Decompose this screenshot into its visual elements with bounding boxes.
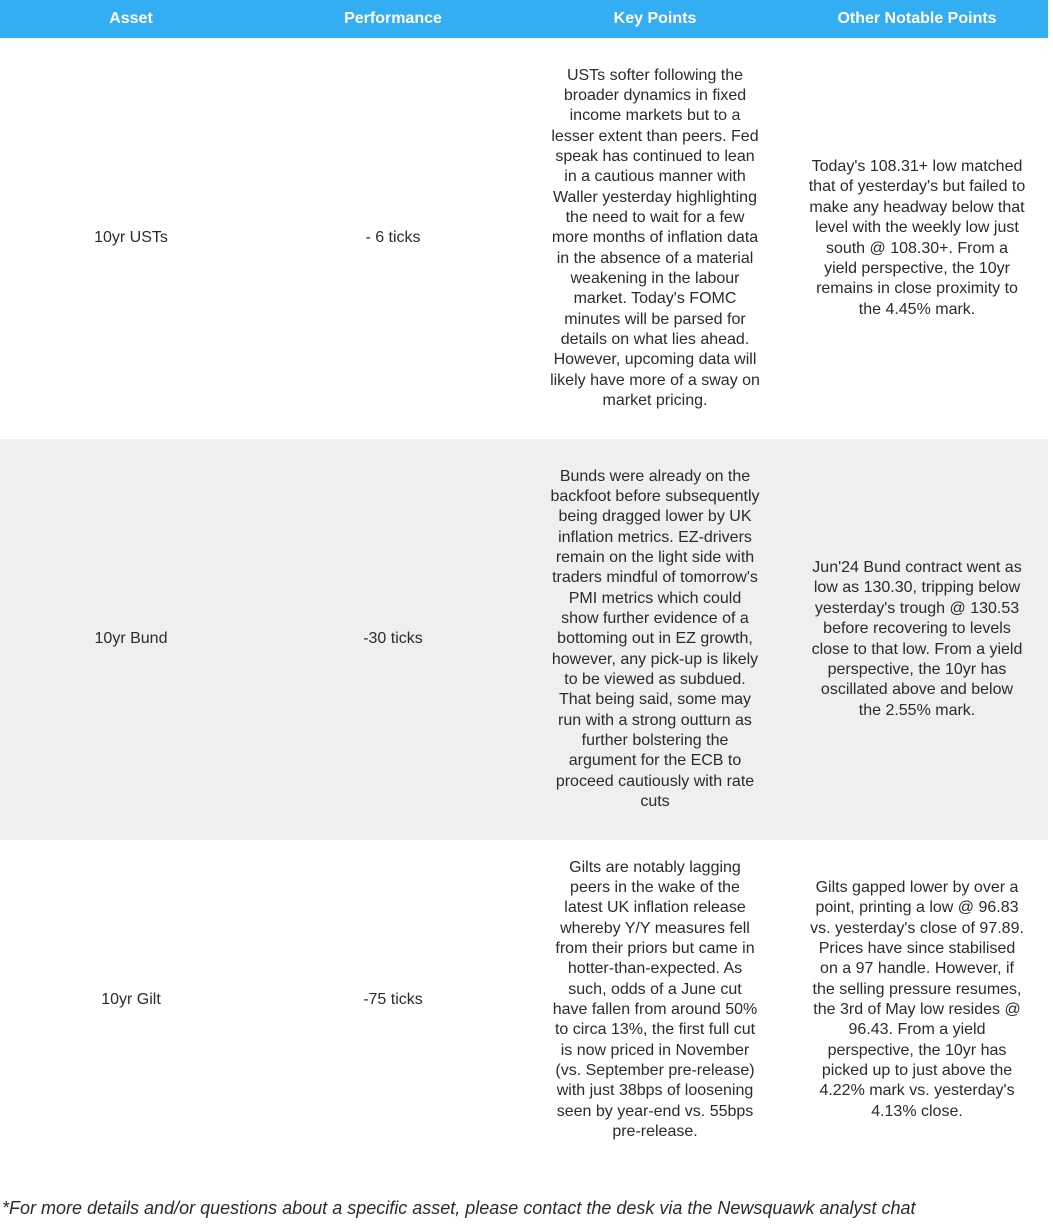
other-points-text: Gilts gapped lower by over a point, printing a low @ 96.83 vs. yesterday's close of 97.89. Prices have since stabilised on a 97 handle. However, if the selling pressure resumes, the 3rd of May low resides @ 96.43. From a yield perspective, the 10yr has picked up to just above the 4.22% mark vs. yesterday's 4.13% close.	[810, 878, 1024, 1120]
performance-cell: - 6 ticks	[365, 229, 421, 247]
table-row	[0, 439, 1048, 840]
header-asset: Asset	[109, 10, 153, 27]
other-points-cell	[786, 38, 1048, 439]
other-points-text: Jun'24 Bund contract went as low as 130.30, tripping below yesterday's trough @ 130.53 before recovering to levels close to that low. From a yield perspective, the 10yr has oscillated above and below the 2.55% mark.	[811, 559, 1023, 719]
table-row	[0, 38, 1048, 439]
other-points-cell	[786, 840, 1048, 1160]
table-header	[0, 0, 1048, 38]
table-row	[0, 840, 1048, 1160]
performance-cell: -30 ticks	[363, 630, 423, 648]
asset-cell: 10yr USTs	[94, 229, 168, 247]
other-points-cell	[786, 439, 1048, 840]
key-points-cell	[524, 840, 786, 1160]
table-body	[0, 38, 1048, 1160]
other-points-text: Today's 108.31+ low matched that of yesterday's but failed to make any headway below that level with the weekly low just south @ 108.30+. From a yield perspective, the 10yr remains in close proximity to the 4.45% mark.	[808, 158, 1026, 318]
performance-cell: -75 ticks	[363, 990, 423, 1008]
key-points-cell	[524, 439, 786, 840]
key-points-text: Bunds were already on the backfoot before subsequently being dragged lower by UK inflation metrics. EZ-drivers remain on the light side with traders mindful of tomorrow's PMI metrics which could show further evidence of a bottoming out in EZ growth, however, any pick-up is likely to be viewed as subdued. That being said, some may run with a strong outturn as further bolstering the argument for the ECB to proceed cautiously with rate cuts	[550, 467, 760, 811]
header-key-points: Key Points	[613, 10, 697, 27]
header-row	[0, 0, 1048, 38]
asset-cell: 10yr Gilt	[101, 990, 161, 1008]
header-other-notable-points: Other Notable Points	[837, 10, 997, 27]
asset-cell: 10yr Bund	[94, 630, 168, 648]
key-points-text: Gilts are notably lagging peers in the wake of the latest UK inflation release whereby Y/Y measures fell from their priors but came in hotter-than-expected. As such, odds of a June cut have fallen from around 50% to circa 13%, the first full cut is now priced in November (vs. September pre-release) with just 38bps of loosening seen by year-end vs. 55bps pre-release.	[552, 858, 758, 1141]
key-points-cell	[524, 38, 786, 439]
key-points-text: USTs softer following the broader dynamics in fixed income markets but to a lesser extent than peers. Fed speak has continued to lean in a cautious manner with Waller yesterday highlighting the need to wait for a few more months of inflation data in the absence of a material weakening in the labour market. Today's FOMC minutes will be parsed for details on what lies ahead. However, upcoming data will likely have more of a sway on market pricing.	[550, 66, 760, 410]
footnote: *For more details and/or questions about a specific asset, please contact the desk via the Newsquawk analyst chat	[2, 1198, 916, 1218]
header-performance: Performance	[344, 10, 442, 27]
